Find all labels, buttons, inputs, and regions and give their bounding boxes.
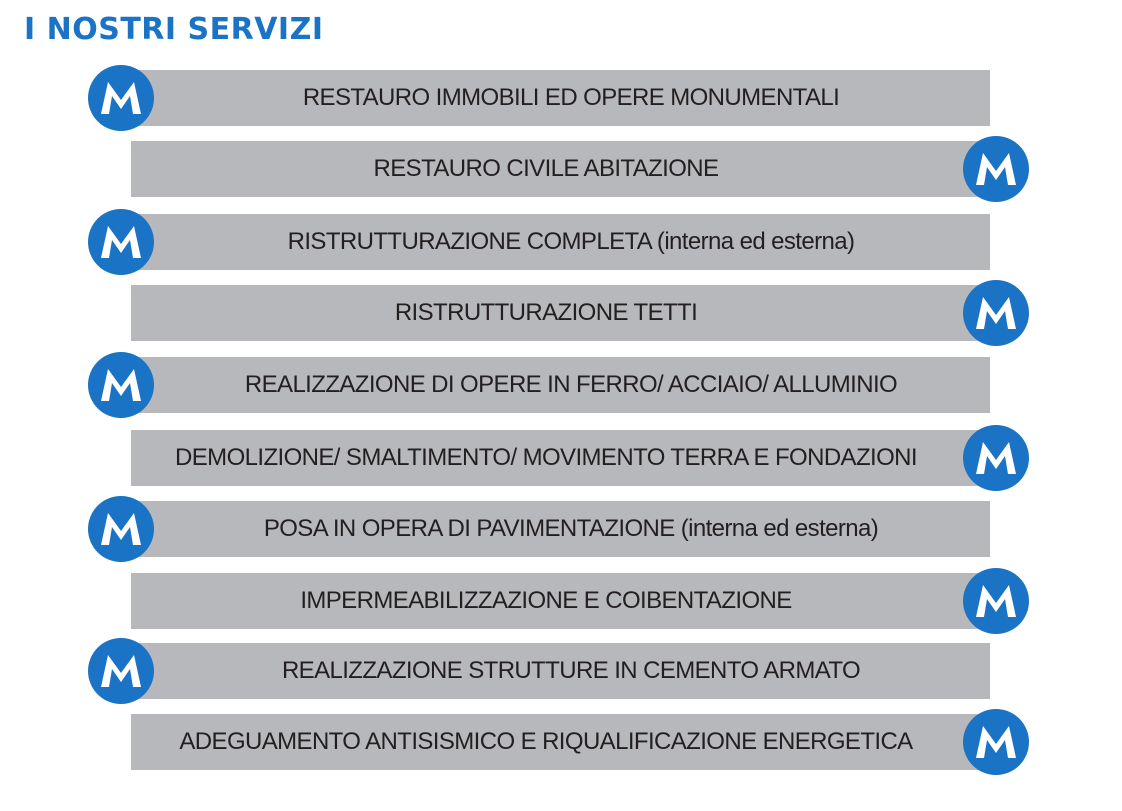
service-label: REALIZZAZIONE STRUTTURE IN CEMENTO ARMATO xyxy=(281,657,861,684)
service-item xyxy=(100,643,990,699)
service-label: IMPERMEABILIZZAZIONE E COIBENTAZIONE xyxy=(300,587,792,614)
service-item xyxy=(100,70,990,126)
m-logo-icon xyxy=(88,638,154,704)
m-logo-icon xyxy=(963,425,1029,491)
m-logo-icon xyxy=(88,65,154,131)
m-logo-icon xyxy=(963,709,1029,775)
service-bar xyxy=(131,714,989,770)
service-bar xyxy=(122,214,990,270)
service-bar xyxy=(122,70,990,126)
m-logo-icon xyxy=(963,136,1029,202)
service-bar xyxy=(131,573,989,629)
m-logo-icon xyxy=(88,209,154,275)
m-logo-icon xyxy=(963,280,1029,346)
service-bar xyxy=(131,285,989,341)
service-label: ADEGUAMENTO ANTISISMICO E RIQUALIFICAZIONE ENERGETICA xyxy=(179,728,913,755)
m-logo-icon xyxy=(963,568,1029,634)
service-label: DEMOLIZIONE/ SMALTIMENTO/ MOVIMENTO TERRA E FONDAZIONI xyxy=(175,444,917,471)
service-item xyxy=(100,501,990,557)
service-label: RISTRUTTURAZIONE TETTI xyxy=(394,299,698,326)
service-label: POSA IN OPERA DI PAVIMENTAZIONE (interna ed esterna) xyxy=(263,515,879,542)
service-item xyxy=(131,141,1031,197)
service-label: REALIZZAZIONE DI OPERE IN FERRO/ ACCIAIO/ ALLUMINIO xyxy=(244,371,898,398)
service-item xyxy=(131,573,1031,629)
service-bar xyxy=(131,141,989,197)
service-label: RISTRUTTURAZIONE COMPLETA (interna ed esterna) xyxy=(287,228,855,255)
service-bar xyxy=(122,643,990,699)
page-title: I NOSTRI SERVIZI xyxy=(24,12,324,47)
service-bar xyxy=(131,430,989,486)
service-bar xyxy=(122,501,990,557)
m-logo-icon xyxy=(88,496,154,562)
m-logo-icon xyxy=(88,352,154,418)
service-item xyxy=(100,357,990,413)
service-item xyxy=(131,430,1031,486)
service-label: RESTAURO IMMOBILI ED OPERE MONUMENTALI xyxy=(302,84,840,111)
service-label: RESTAURO CIVILE ABITAZIONE xyxy=(373,155,719,182)
service-item xyxy=(100,214,990,270)
service-item xyxy=(131,714,1031,770)
service-bar xyxy=(122,357,990,413)
service-item xyxy=(131,285,1031,341)
